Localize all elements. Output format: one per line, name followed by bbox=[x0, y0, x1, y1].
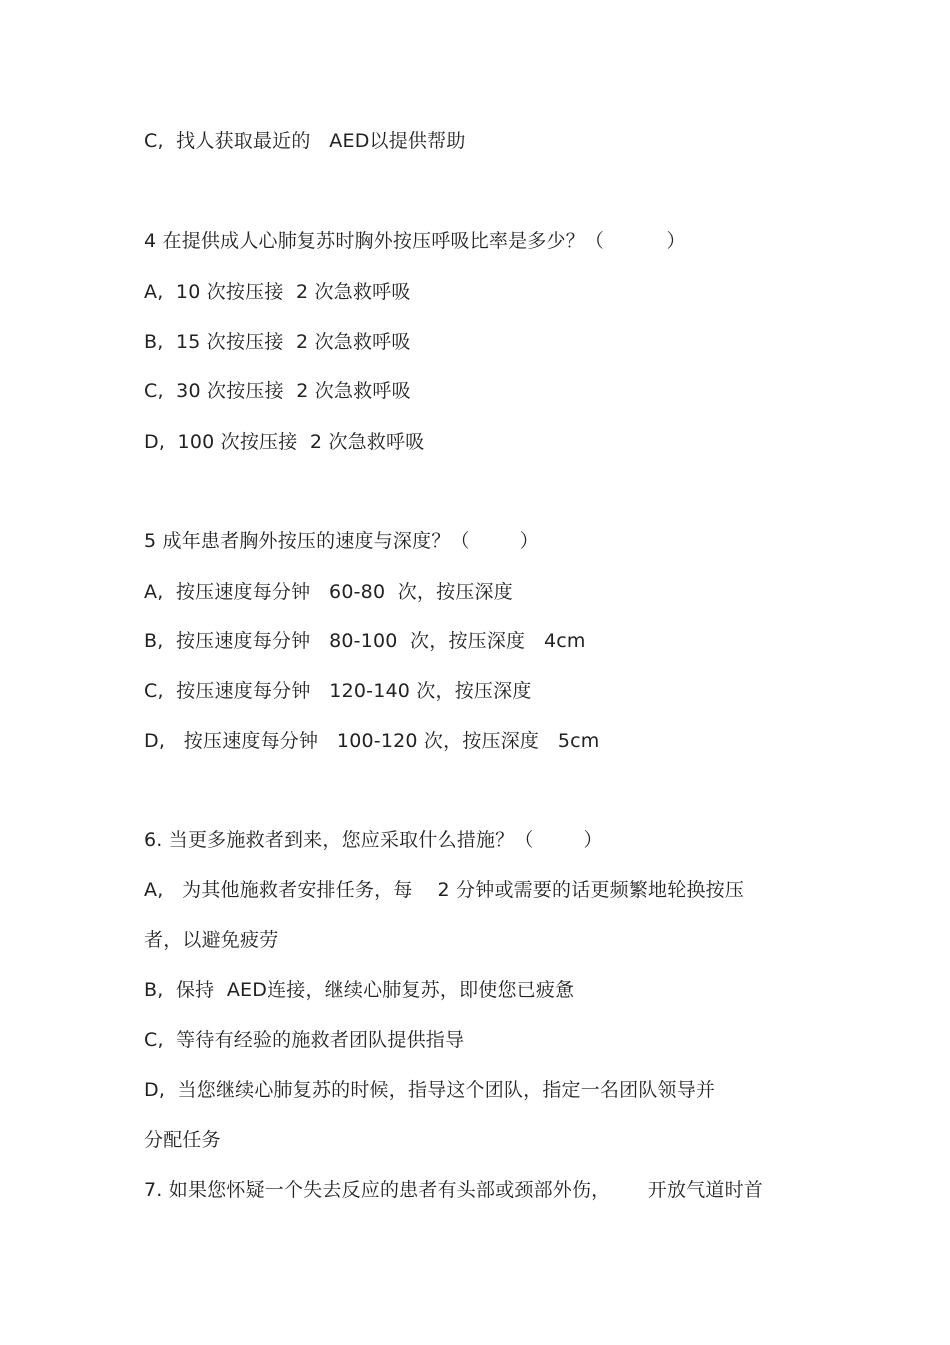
question-4: 4 在提供成人心肺复苏时胸外按压呼吸比率是多少？（ ） bbox=[144, 230, 686, 252]
q4-option-c: C, 30 次按压接 2 次急救呼吸 bbox=[144, 380, 411, 402]
q5-option-b: B, 按压速度每分钟 80-100 次，按压深度 4cm bbox=[144, 630, 586, 652]
q4-option-a: A, 10 次按压接 2 次急救呼吸 bbox=[144, 281, 411, 303]
q5-option-d: D, 按压速度每分钟 100-120 次，按压深度 5cm bbox=[144, 730, 600, 752]
q6-option-a-continued: 者，以避免疲劳 bbox=[144, 929, 279, 951]
q4-option-b: B, 15 次按压接 2 次急救呼吸 bbox=[144, 331, 411, 353]
q4-option-d: D, 100 次按压接 2 次急救呼吸 bbox=[144, 431, 425, 453]
q6-option-b: B, 保持 AED连接，继续心肺复苏，即使您已疲惫 bbox=[144, 979, 575, 1001]
q5-option-a: A, 按压速度每分钟 60-80 次，按压深度 bbox=[144, 581, 513, 603]
question-6: 6. 当更多施救者到来，您应采取什么措施？（ ） bbox=[144, 829, 603, 851]
question-5: 5 成年患者胸外按压的速度与深度？（ ） bbox=[144, 530, 539, 552]
question-7: 7. 如果您怀疑一个失去反应的患者有头部或颈部外伤， 开放气道时首 bbox=[144, 1179, 764, 1201]
q3-option-c: C, 找人获取最近的 AED以提供帮助 bbox=[144, 130, 466, 152]
q5-option-c: C, 按压速度每分钟 120-140 次，按压深度 bbox=[144, 680, 532, 702]
q6-option-d-continued: 分配任务 bbox=[144, 1129, 221, 1151]
q6-option-a: A, 为其他施救者安排任务，每 2 分钟或需要的话更频繁地轮换按压 bbox=[144, 879, 745, 901]
q6-option-d: D, 当您继续心肺复苏的时候，指导这个团队，指定一名团队领导并 bbox=[144, 1079, 716, 1101]
q6-option-c: C, 等待有经验的施救者团队提供指导 bbox=[144, 1029, 465, 1051]
